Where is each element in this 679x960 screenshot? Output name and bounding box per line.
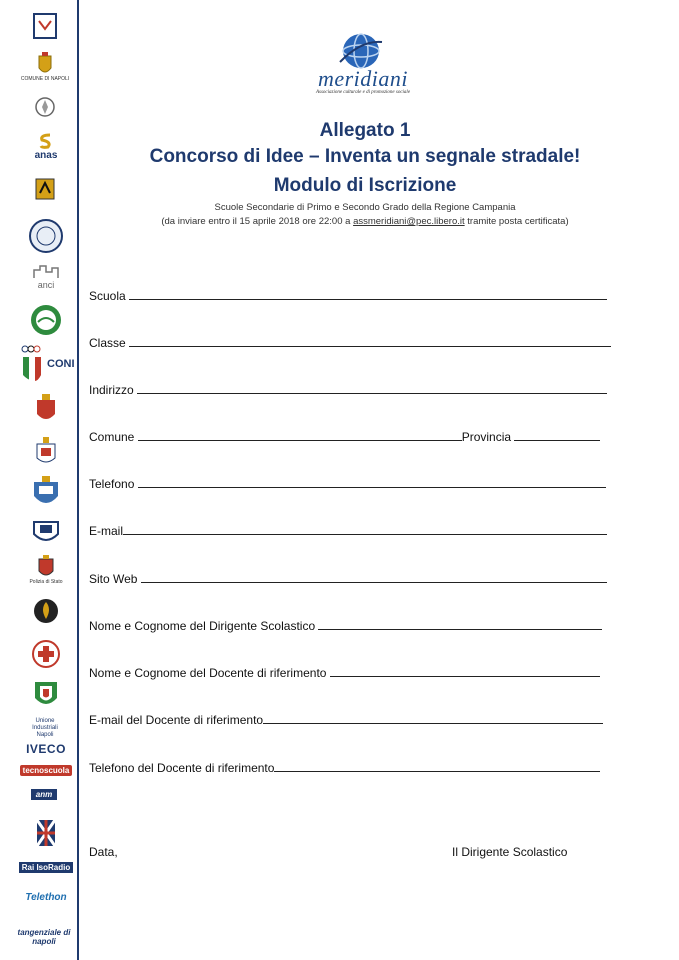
indirizzo-line[interactable]: [137, 382, 607, 394]
telefono-line[interactable]: [138, 476, 606, 488]
title-concorso: Concorso di Idee – Inventa un segnale stradale!: [149, 146, 581, 167]
green-emblem-logo: [28, 302, 64, 338]
rai-isoradio-logo: Rai IsoRadio: [18, 858, 74, 876]
subtitle-scuole: Scuole Secondarie di Primo e Secondo Grado della Regione Campania: [214, 202, 516, 213]
field-telefono-docente: Telefono del Docente di riferimento: [89, 760, 600, 775]
field-docente: Nome e Cognome del Docente di riferimento: [89, 665, 600, 680]
provincia-label: Provincia: [461, 430, 512, 444]
sito-web-line[interactable]: [141, 571, 607, 583]
date-label: Data,: [89, 845, 118, 859]
regione-campania-logo: [30, 12, 60, 40]
sponsor-sidebar: [0, 0, 78, 960]
meridiani-logo: [308, 32, 418, 102]
docente-line[interactable]: [330, 665, 600, 677]
scuola-line[interactable]: [129, 288, 607, 300]
emblem-flag-logo: [32, 816, 60, 852]
polizia-di-stato-logo: Polizia di Stato: [26, 552, 66, 588]
email-line[interactable]: [123, 523, 607, 535]
citta-metropolitana-logo: [26, 172, 64, 206]
globe-icon: [338, 32, 384, 70]
emblem-red-logo: [32, 392, 60, 426]
comune-di-napoli-logo: COMUNE DI NAPOLI: [22, 48, 68, 86]
meridiani-wordmark: meridiani: [317, 66, 409, 91]
sidebar-divider: [77, 0, 79, 960]
telefono-docente-line[interactable]: [274, 760, 600, 772]
email-docente-line[interactable]: [263, 712, 603, 724]
field-indirizzo: Indirizzo: [89, 382, 607, 397]
title-allegato: Allegato 1: [319, 120, 411, 141]
field-email: E-mail: [89, 523, 607, 538]
field-classe: Classe: [89, 335, 611, 350]
anm-logo: anm: [20, 786, 68, 802]
tecnoscuola-logo: tecnoscuola: [16, 762, 76, 778]
meridiani-tagline: Associazione culturale e di promozione sociale: [315, 90, 411, 95]
field-sito-web: Sito Web: [89, 571, 607, 586]
classe-line[interactable]: [129, 335, 611, 347]
field-dirigente: Nome e Cognome del Dirigente Scolastico: [89, 618, 602, 633]
dirigente-line[interactable]: [318, 618, 602, 630]
provincia-line[interactable]: [514, 429, 600, 441]
comune-line[interactable]: [138, 429, 462, 441]
vigili-del-fuoco-logo: [30, 596, 62, 626]
iveco-logo: IVECO: [26, 742, 66, 756]
ministero-logo: [24, 90, 66, 124]
anas-logo: anas: [28, 128, 64, 164]
croce-rossa-logo: [28, 636, 64, 672]
subtitle-deadline: (da inviare entro il 15 aprile 2018 ore 22:00 a assmeridiani@pec.libero.it tramite posta certificata): [161, 216, 569, 227]
polizia-municipale-logo: [28, 474, 64, 510]
title-modulo: Modulo di Iscrizione: [273, 175, 457, 196]
arma-carabinieri-logo: [32, 434, 60, 468]
field-telefono: Telefono: [89, 476, 606, 491]
vigili-emblem-logo: [28, 514, 64, 546]
coni-logo: [20, 344, 76, 386]
field-comune: Comune Provincia: [89, 429, 600, 444]
field-scuola: Scuola: [89, 288, 607, 303]
universita-logo: [26, 216, 66, 256]
unione-industriali-logo: Unione Industriali Napoli: [32, 717, 58, 738]
telethon-logo: Telethon: [25, 891, 67, 903]
svg-text:CONI: CONI: [47, 358, 75, 370]
shield-emblem-logo: [30, 678, 62, 712]
signature-label: Il Dirigente Scolastico: [452, 845, 568, 859]
tangenziale-logo: tangenziale di napoli: [17, 928, 71, 946]
field-email-docente: E-mail del Docente di riferimento: [89, 712, 603, 727]
email-link[interactable]: assmeridiani@pec.libero.it: [353, 216, 465, 227]
anci-logo: anci: [28, 260, 64, 294]
